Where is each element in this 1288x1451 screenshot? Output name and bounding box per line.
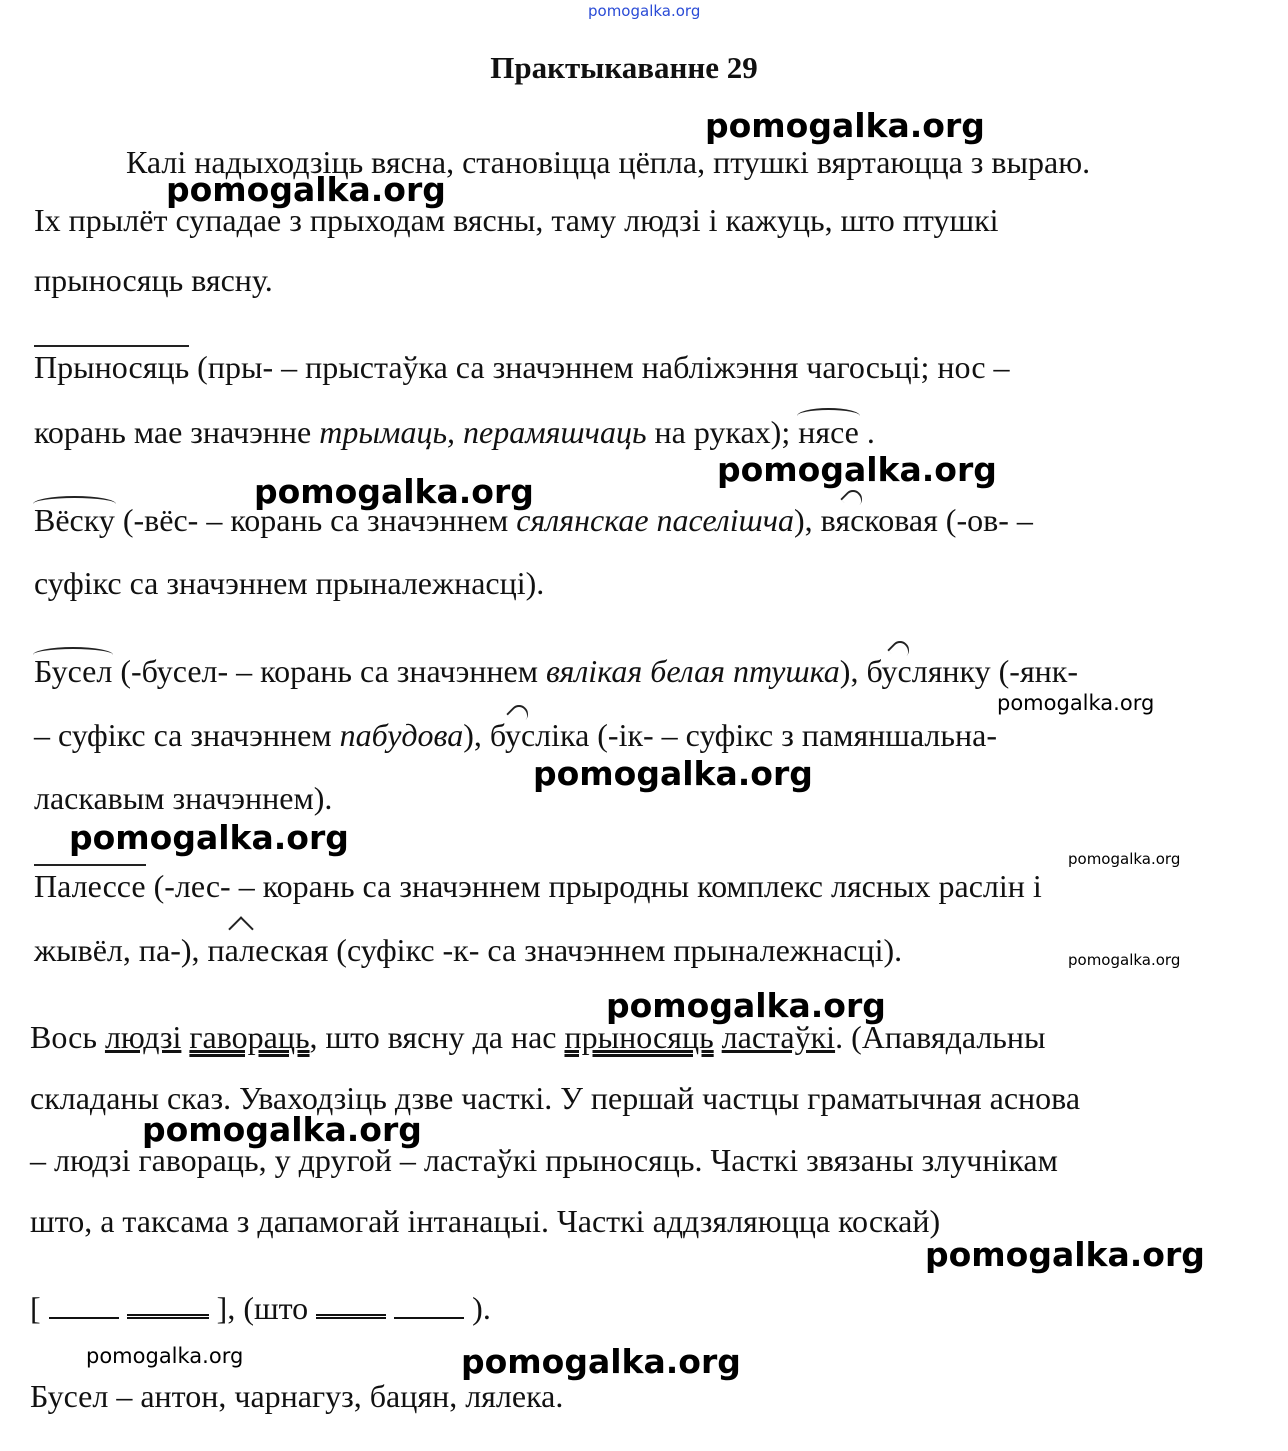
analysis-line — [34, 930, 902, 970]
paragraph-line: Калі надыходзіць вясна, становіцца цёпла, птушкі вяртаюцца з выраю. — [126, 144, 1091, 180]
sentence-scheme — [30, 1288, 491, 1328]
watermark[interactable]: pomogalka.org — [533, 754, 813, 793]
analysis-text: (суфікс -к- са значэннем прыналежнасці). — [328, 932, 903, 968]
meaning-text: пабудова — [339, 717, 464, 753]
subject-word: людзі — [104, 1019, 182, 1055]
watermark[interactable]: pomogalka.org — [606, 986, 886, 1025]
parsed-word: Бусел — [34, 653, 113, 689]
meaning-text: трымаць, перамяшчаць — [319, 414, 647, 450]
parsed-word: Вёску — [34, 502, 115, 538]
watermark[interactable]: pomogalka.org — [69, 818, 349, 857]
watermark[interactable]: pomogalka.org — [717, 450, 997, 489]
watermark-top[interactable]: pomogalka.org — [588, 2, 701, 20]
syntax-line — [30, 1017, 1046, 1057]
predicate-word: гавораць — [189, 1019, 310, 1055]
parsed-word: Прыносяць — [34, 349, 190, 385]
paragraph-line: Іх прылёт супадае з прыходам вясны, таму людзі і кажуць, што птушкі — [34, 202, 999, 238]
analysis-text: жывёл, па-), — [34, 932, 208, 968]
subject-line — [49, 1317, 119, 1319]
analysis-text: корань мае значэнне — [34, 414, 320, 450]
watermark[interactable]: pomogalka.org — [142, 1110, 422, 1149]
syntax-line: – людзі гавораць, у другой – ластаўкі прыносяць. Часткі звязаны злучнікам — [30, 1142, 1058, 1178]
meaning-text: сялянскае паселішча — [516, 502, 794, 538]
predicate-line — [127, 1314, 209, 1319]
subject-word: ластаўкі — [721, 1019, 836, 1055]
scheme-bracket: ). — [472, 1290, 491, 1326]
analysis-line — [34, 347, 1010, 387]
syntax-text: . (Апавядальны — [835, 1019, 1046, 1055]
watermark[interactable]: pomogalka.org — [166, 170, 446, 209]
analysis-text: (-ік- – суфікс з памяншальна- — [589, 717, 997, 753]
syntax-text: Вось — [30, 1019, 105, 1055]
scheme-bracket: [ — [30, 1290, 41, 1326]
syntax-line: складаны сказ. Уваходзіць дзве часткі. У першай частцы граматычная аснова — [30, 1080, 1081, 1116]
analysis-text: (-ов- – — [937, 502, 1033, 538]
analysis-text: ), — [794, 502, 821, 538]
watermark[interactable]: pomogalka.org — [254, 472, 534, 511]
watermark[interactable]: pomogalka.org — [1068, 850, 1181, 868]
analysis-text: ), — [839, 653, 867, 689]
analysis-line — [34, 651, 1078, 691]
watermark[interactable]: pomogalka.org — [1068, 951, 1181, 969]
watermark[interactable]: pomogalka.org — [86, 1344, 244, 1368]
parsed-word: буслянку — [866, 653, 991, 689]
synonyms-line: Бусел – антон, чарнагуз, бацян, лялека. — [30, 1378, 564, 1414]
watermark[interactable]: pomogalka.org — [705, 106, 985, 145]
analysis-line: суфікс са значэннем прыналежнасці). — [34, 565, 545, 601]
meaning-text: вялікая белая птушка — [546, 653, 840, 689]
syntax-text: , што вясну да нас — [309, 1019, 565, 1055]
analysis-text: (-янк- — [990, 653, 1078, 689]
parsed-word: палеская — [207, 932, 329, 968]
watermark[interactable]: pomogalka.org — [925, 1235, 1205, 1274]
analysis-text: (-бусел- – корань са значэннем — [112, 653, 546, 689]
analysis-text: ), — [463, 717, 490, 753]
analysis-text: на руках); — [646, 414, 799, 450]
subject-line — [394, 1317, 464, 1319]
analysis-line — [34, 715, 997, 755]
syntax-line: што, а таксама з дапамогай інтанацыі. Часткі аддзяляюцца коскай) — [30, 1203, 941, 1239]
parsed-word: Палессе — [34, 868, 146, 904]
analysis-text: (-лес- – корань са значэннем прыродны комплекс лясных раслін і — [145, 868, 1042, 904]
watermark[interactable]: pomogalka.org — [461, 1342, 741, 1381]
analysis-text: (пры- – прыстаўка са значэннем набліжэння чагосьці; нос – — [189, 349, 1010, 385]
page-title: Практыкаванне 29 — [490, 50, 758, 85]
analysis-line: корань мае значэнне трымаць, перамяшчаць на руках); нясе . — [34, 414, 875, 450]
analysis-text: (-вёс- – корань са значэннем — [114, 502, 517, 538]
analysis-line: ласкавым значэннем). — [34, 780, 333, 816]
parsed-word: буслiка — [489, 717, 590, 753]
paragraph-line: прыносяць вясну. — [34, 262, 273, 298]
predicate-word: прыносяць — [564, 1019, 714, 1055]
analysis-line — [34, 866, 1042, 906]
predicate-line — [316, 1314, 386, 1319]
scheme-bracket: ], (што — [216, 1290, 309, 1326]
analysis-text: – суфікс са значэннем — [34, 717, 340, 753]
watermark[interactable]: pomogalka.org — [997, 691, 1155, 715]
parsed-word: вясковая — [820, 502, 938, 538]
parsed-word: нясе — [798, 414, 859, 450]
